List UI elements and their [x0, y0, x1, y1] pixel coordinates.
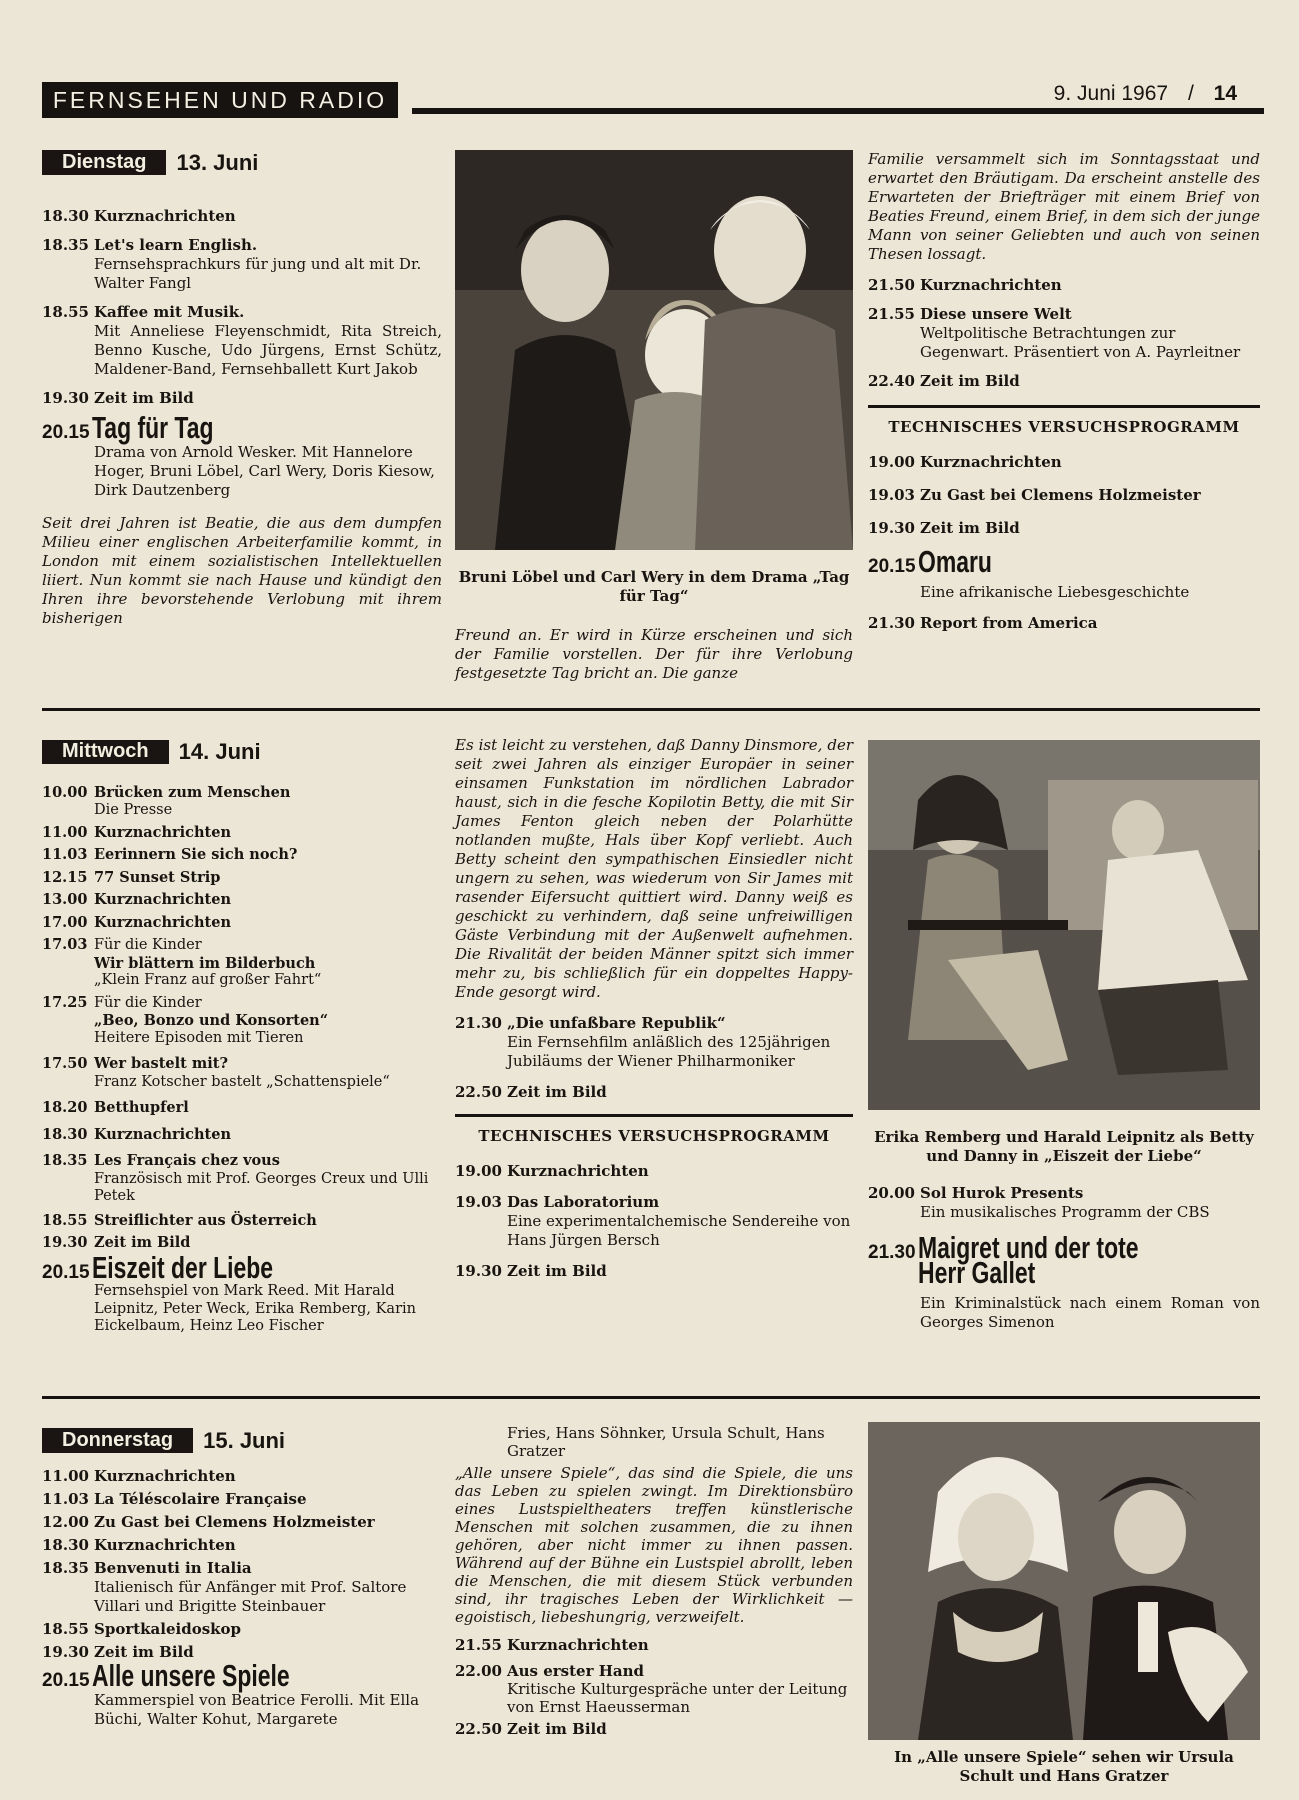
item-title: Wer bastelt mit? — [94, 1055, 228, 1072]
item-time: 22.40 — [868, 372, 915, 390]
feature-desc: Ein Kriminalstück nach einem Roman von Georges Simenon — [920, 1294, 1260, 1331]
program-item — [42, 389, 442, 408]
photo-caption: In „Alle unsere Spiele“ sehen wir Ursula Schult und Hans Gratzer — [894, 1748, 1234, 1785]
story-continued: Freund an. Er wird in Kürze erscheinen und sich der Familie vorstellen. Der für ihre Verlobung festgesetzte Tag bricht an. Die ganze — [455, 626, 853, 682]
program-item — [42, 1212, 442, 1231]
item-desc: Heitere Episoden mit Tieren — [94, 1029, 304, 1046]
item-time: 19.30 — [455, 1262, 502, 1280]
item-title: Kurznachrichten — [920, 453, 1062, 471]
program-item — [868, 276, 1260, 295]
wednesday-column-2 — [455, 736, 853, 1291]
item-time: 21.30 — [868, 614, 915, 632]
program-item — [42, 1126, 442, 1145]
wednesday-column-3 — [868, 1184, 1260, 1342]
program-item — [42, 1513, 442, 1532]
thursday-column-1 — [42, 1428, 442, 1739]
item-title: Sportkaleidoskop — [94, 1620, 242, 1638]
feature-program — [42, 1658, 442, 1729]
program-item — [868, 1184, 1260, 1222]
section-divider — [42, 708, 1260, 711]
item-title: Zeit im Bild — [94, 389, 194, 407]
feature-time: 21.30 — [868, 1242, 916, 1263]
program-item — [42, 236, 442, 293]
item-time: 11.00 — [42, 823, 88, 841]
item-time: 18.55 — [42, 1211, 88, 1229]
item-desc: Weltpolitische Betrachtungen zur Gegenwart. Präsentiert von A. Payrleitner — [920, 324, 1241, 361]
day-date: 13. Juni — [176, 150, 259, 175]
item-desc: Die Presse — [94, 802, 173, 818]
program-item — [455, 1662, 853, 1716]
feature-time: 20.15 — [868, 556, 916, 577]
item-title: 77 Sunset Strip — [94, 868, 221, 886]
thursday-heading — [42, 1428, 442, 1453]
photo-tag-fuer-tag — [455, 150, 853, 550]
item-title: Report from America — [920, 614, 1098, 632]
feature-desc: Drama von Arnold Wesker. Mit Hannelore Hoger, Bruni Löbel, Carl Wery, Doris Kiesow, Dirk Dautzenberg — [94, 443, 435, 499]
item-desc: Mit Anneliese Fleyenschmidt, Rita Streich, Benno Kusche, Udo Jürgens, Ernst Schütz, Maldener-Band, Fernsehballett Kurt Jakob — [94, 322, 442, 378]
item-time: 18.30 — [42, 207, 89, 225]
story-text: Es ist leicht zu verstehen, daß Danny Dinsmore, der seit zwei Jahren als einziger Europäer in seiner einsamen Funkstation im nördlichen Labrador haust, sich in die fesche Kopilotin Betty, die mit Sir James Fenton gleich neben der Polarhütte notlanden mußte, Hals über Kopf verliebt. Auch Betty scheint den sympathischen Einsiedler nicht ungern zu sehen, was wiederum von Sir James mit rasender Eifersucht quittiert wird. Danny weiß es geschickt zu verhindern, daß seine unfreiwilligen Gäste Verbindung mit der Außenwelt aufnehmen. Die Rivalität der beiden Männer spitzt sich immer mehr zu, bis schließlich für ein doppeltes Happy-Ende gesorgt wird. — [455, 736, 853, 1001]
program-item — [42, 936, 442, 990]
item-title: Kurznachrichten — [94, 207, 236, 225]
item-title: Betthupferl — [94, 1099, 189, 1116]
program-item — [868, 614, 1260, 633]
item-title: Diese unsere Welt — [920, 305, 1072, 323]
item-title: Kurznachrichten — [94, 1536, 236, 1554]
item-title: Zeit im Bild — [507, 1720, 607, 1738]
item-time: 21.50 — [868, 276, 915, 294]
item-title: Zeit im Bild — [507, 1083, 607, 1101]
program-item — [42, 1490, 442, 1509]
item-title: Brücken zum Menschen — [94, 783, 291, 801]
item-desc: Franz Kotscher bastelt „Schattenspiele“ — [94, 1073, 390, 1090]
item-time: 13.00 — [42, 891, 88, 908]
photo-illustration — [455, 150, 853, 550]
item-time: 17.50 — [42, 1055, 88, 1072]
program-item — [868, 372, 1260, 391]
thursday-column-2 — [455, 1424, 853, 1742]
item-desc: Eine experimentalchemische Sendereihe von Hans Jürgen Bersch — [507, 1212, 851, 1249]
item-time: 22.00 — [455, 1662, 502, 1680]
item-title: Kurznachrichten — [94, 913, 231, 931]
program-item — [42, 1099, 442, 1118]
item-title: Streiflichter aus Österreich — [94, 1211, 317, 1229]
item-desc: Französisch mit Prof. Georges Creux und Ulli Petek — [94, 1170, 429, 1204]
program-item — [42, 994, 442, 1048]
program-item — [868, 519, 1260, 538]
program-item — [42, 891, 442, 910]
item-title: Zeit im Bild — [920, 372, 1020, 390]
item-time: 11.03 — [42, 1490, 89, 1508]
program-item — [42, 207, 442, 226]
item-time: 18.35 — [42, 1559, 89, 1577]
separator: / — [1187, 82, 1194, 105]
item-title: Eerinnern Sie sich noch? — [94, 846, 298, 863]
item-time: 18.30 — [42, 1125, 88, 1143]
program-item — [42, 1559, 442, 1616]
item-time: 12.00 — [42, 1513, 89, 1531]
item-title: Kurznachrichten — [507, 1162, 649, 1180]
item-time: 20.00 — [868, 1184, 915, 1202]
item-title: La Téléscolaire Française — [94, 1490, 307, 1508]
item-time: 11.03 — [42, 846, 88, 863]
item-title: Kurznachrichten — [94, 1467, 236, 1485]
item-title: Zeit im Bild — [507, 1262, 607, 1280]
story-ending: Familie versammelt sich im Sonntagsstaat und erwartet den Bräutigam. Da erscheint anstelle des Erwarteten der Briefträger mit einem Brief von Beaties Freund, einem Brief, in dem sich der junge Mann von seiner Geliebten und auch von seinen Thesen lossagt. — [868, 150, 1260, 263]
tech-heading: TECHNISCHES VERSUCHSPROGRAMM — [478, 1127, 830, 1145]
program-item — [42, 1467, 442, 1486]
item-time: 18.35 — [42, 236, 89, 254]
day-date: 14. Juni — [178, 739, 261, 764]
wednesday-heading — [42, 740, 442, 764]
photo-illustration — [868, 1422, 1260, 1740]
day-label: Donnerstag — [42, 1428, 193, 1453]
day-label: Dienstag — [42, 150, 166, 175]
item-time: 19.03 — [455, 1193, 502, 1211]
tuesday-column-3 — [868, 150, 1260, 643]
program-item — [42, 303, 442, 379]
feature-title: Maigret und der tote — [918, 1230, 1139, 1265]
feature-program — [42, 1249, 442, 1336]
item-desc: Italienisch für Anfänger mit Prof. Saltore Villari und Brigitte Steinbauer — [94, 1578, 407, 1615]
item-title: Zu Gast bei Clemens Holzmeister — [94, 1513, 375, 1531]
program-item — [42, 784, 442, 820]
program-item — [42, 1620, 442, 1639]
issue-date — [1054, 82, 1237, 106]
feature-program — [42, 410, 442, 500]
item-title: Kurznachrichten — [94, 891, 231, 908]
photo-caption: Erika Remberg und Harald Leipnitz als Betty und Danny in „Eiszeit der Liebe“ — [874, 1128, 1254, 1165]
program-item — [868, 486, 1260, 505]
item-time: 21.55 — [455, 1636, 502, 1654]
wednesday-column-1 — [42, 740, 442, 1346]
day-label: Mittwoch — [42, 740, 169, 764]
program-item — [455, 1636, 853, 1654]
program-item — [455, 1720, 853, 1738]
program-item — [42, 1055, 442, 1091]
item-title: Das Laboratorium — [507, 1193, 660, 1211]
photo-illustration — [868, 740, 1260, 1110]
item-title: Zeit im Bild — [94, 1234, 191, 1251]
item-time: 19.00 — [455, 1162, 502, 1180]
item-title: Kaffee mit Musik. — [94, 303, 245, 321]
item-time: 12.15 — [42, 868, 88, 886]
program-item — [42, 914, 442, 933]
program-item — [868, 453, 1260, 472]
item-time: 17.25 — [42, 993, 88, 1011]
divider — [455, 1114, 853, 1117]
item-time: 19.30 — [42, 1234, 88, 1251]
item-title: Zeit im Bild — [920, 519, 1020, 537]
feature-time: 20.15 — [42, 1261, 90, 1283]
item-subtitle: Wir blättern im Bilderbuch — [94, 954, 316, 972]
item-title: „Die unfaßbare Republik“ — [507, 1014, 726, 1032]
item-title: Kurznachrichten — [507, 1636, 649, 1654]
feature-desc: Fernsehspiel von Mark Reed. Mit Harald Leipnitz, Peter Weck, Erika Remberg, Karin Eickelbaum, Heinz Leo Fischer — [94, 1283, 416, 1334]
feature-program — [868, 544, 1260, 602]
item-title: Kurznachrichten — [920, 276, 1062, 294]
tech-heading: TECHNISCHES VERSUCHSPROGRAMM — [888, 418, 1240, 436]
item-time: 18.55 — [42, 1620, 89, 1638]
feature-title: Tag für Tag — [92, 410, 214, 445]
program-item — [42, 846, 442, 865]
item-time: 19.30 — [868, 519, 915, 537]
item-time: 19.03 — [868, 486, 915, 504]
item-subtitle: „Beo, Bonzo und Konsorten“ — [94, 1012, 329, 1029]
item-title: Kurznachrichten — [94, 823, 231, 841]
feature-desc: Eine afrikanische Liebesgeschichte — [920, 583, 1190, 601]
date-text: 9. Juni 1967 — [1053, 82, 1169, 105]
item-desc: Fernsehsprachkurs für jung und alt mit Dr. Walter Fangl — [94, 255, 422, 292]
item-title: Für die Kinder — [94, 937, 202, 953]
program-item — [42, 1536, 442, 1555]
section-title: FERNSEHEN UND RADIO — [42, 82, 398, 118]
story-text: „Alle unsere Spiele“, das sind die Spiele, die uns das Leben zu spielen zwingt. Im Direktionsbüro eines Lustspieltheaters treffen künstlerische Menschen mit solchen zusammen, die zu ihnen gehören, aber nicht immer zu ihnen passen. Während auf der Bühne ein Lustspiel abrollt, leben die Menschen, die mit diesem Stück verbunden sind, ihr tragisches Leben der Wirklichkeit — egoistisch, liebeshungrig, verzweifelt. — [455, 1464, 853, 1626]
item-title: Aus erster Hand — [507, 1662, 644, 1680]
item-desc: „Klein Franz auf großer Fahrt“ — [94, 972, 322, 988]
item-desc: Kritische Kulturgespräche unter der Leitung von Ernst Haeusserman — [507, 1680, 848, 1716]
photo-alle-unsere-spiele — [868, 1422, 1260, 1740]
item-desc: Ein musikalisches Programm der CBS — [920, 1203, 1210, 1221]
item-title: Sol Hurok Presents — [920, 1184, 1084, 1202]
feature-desc-continued: Fries, Hans Söhnker, Ursula Schult, Hans Gratzer — [507, 1424, 825, 1460]
feature-time: 20.15 — [42, 422, 90, 443]
item-time: 18.30 — [42, 1536, 89, 1554]
program-item — [868, 305, 1260, 362]
header-rule — [412, 108, 1264, 114]
item-time: 19.00 — [868, 453, 915, 471]
program-item — [42, 869, 442, 888]
section-divider — [42, 1396, 1260, 1399]
program-item — [455, 1193, 853, 1250]
item-title: Let's learn English. — [94, 236, 258, 254]
item-time: 18.35 — [42, 1152, 88, 1169]
item-time: 22.50 — [455, 1083, 502, 1101]
item-title: Zeit im Bild — [94, 1643, 194, 1661]
item-title: Kurznachrichten — [94, 1125, 231, 1143]
tuesday-heading — [42, 150, 442, 175]
item-time: 10.00 — [42, 783, 88, 801]
feature-desc: Kammerspiel von Beatrice Ferolli. Mit Ella Büchi, Walter Kohut, Margarete — [94, 1691, 420, 1728]
item-time: 18.55 — [42, 303, 89, 321]
item-title: Les Français chez vous — [94, 1152, 280, 1169]
item-time: 17.03 — [42, 936, 88, 953]
feature-time: 20.15 — [42, 1670, 90, 1691]
item-desc: Ein Fernsehfilm anläßlich des 125jährigen Jubiläums der Wiener Philharmoniker — [507, 1033, 831, 1070]
item-time: 17.00 — [42, 913, 88, 931]
story-text: Seit drei Jahren ist Beatie, die aus dem dumpfen Milieu einer englischen Arbeiterfamilie kommt, in London mit einem sozialistischen Intellektuellen liiert. Nun kommt sie nach Hause und kündigt den Ihren ihre bevorstehende Verlobung mit ihrem bisherigen — [42, 514, 442, 627]
item-time: 11.00 — [42, 1467, 89, 1485]
photo-eiszeit-der-liebe — [868, 740, 1260, 1110]
feature-title: Omaru — [918, 544, 992, 579]
item-title: Zu Gast bei Clemens Holzmeister — [920, 486, 1201, 504]
program-item — [455, 1014, 853, 1071]
program-item — [455, 1162, 853, 1181]
item-time: 18.20 — [42, 1099, 88, 1116]
divider — [868, 405, 1260, 408]
program-item — [42, 1152, 442, 1206]
item-time: 22.50 — [455, 1720, 502, 1738]
feature-title: Alle unsere Spiele — [92, 1658, 290, 1693]
program-item — [455, 1083, 853, 1102]
program-item — [455, 1262, 853, 1281]
feature-title-line2: Herr Gallet — [918, 1255, 1036, 1290]
item-time: 21.30 — [455, 1014, 502, 1032]
item-time: 21.55 — [868, 305, 915, 323]
program-item — [42, 824, 442, 843]
page-number: 14 — [1213, 82, 1237, 105]
day-date: 15. Juni — [203, 1428, 286, 1453]
item-title: Benvenuti in Italia — [94, 1559, 252, 1577]
feature-title: Eiszeit der Liebe — [92, 1249, 274, 1285]
item-time: 19.30 — [42, 389, 89, 407]
feature-program — [868, 1230, 1260, 1332]
tuesday-column-1 — [42, 150, 442, 628]
item-time: 19.30 — [42, 1643, 89, 1661]
photo-caption: Bruni Löbel und Carl Wery in dem Drama „Tag für Tag“ — [458, 568, 850, 605]
item-title: Für die Kinder — [94, 994, 202, 1011]
